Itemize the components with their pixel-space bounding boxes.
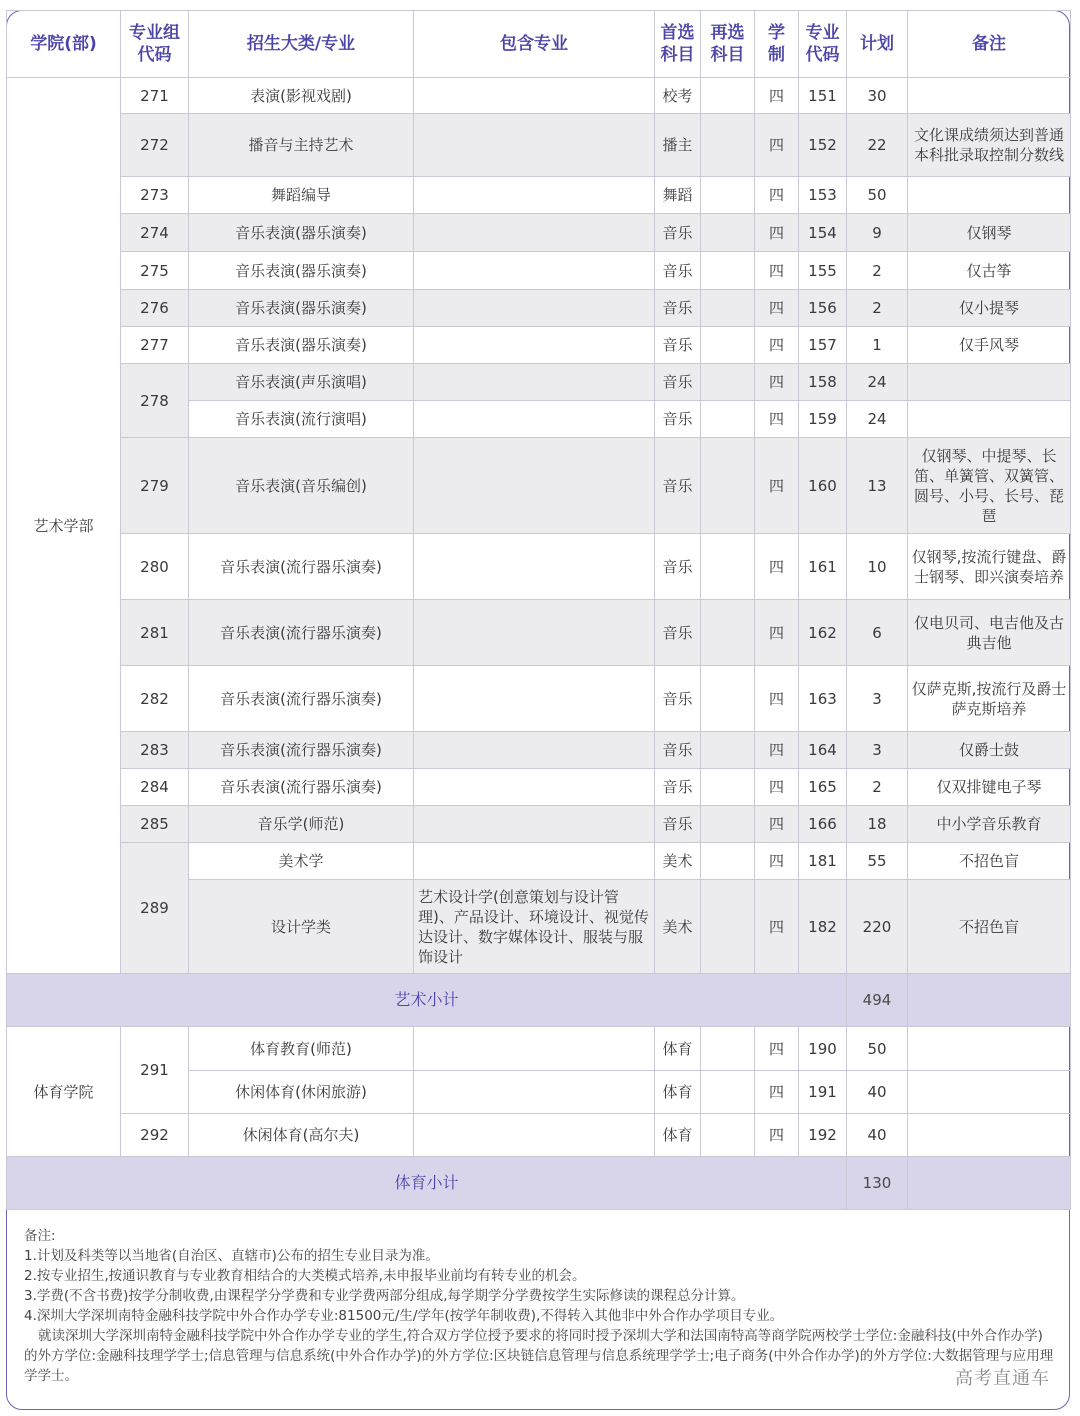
table-row	[7, 806, 1071, 843]
years: 四	[755, 214, 799, 252]
major-code: 156	[799, 290, 847, 327]
plan: 30	[847, 78, 908, 114]
first-subject: 音乐	[655, 534, 701, 600]
major-code: 151	[799, 78, 847, 114]
notes-title: 备注:	[24, 1228, 56, 1244]
remark	[908, 177, 1071, 214]
years: 四	[755, 364, 799, 401]
major-code: 166	[799, 806, 847, 843]
group-code: 281	[121, 600, 189, 666]
years: 四	[755, 177, 799, 214]
re-subject	[701, 438, 755, 534]
first-subject: 播主	[655, 114, 701, 177]
header-college: 学院(部)	[7, 11, 121, 78]
remark: 仅小提琴	[908, 290, 1071, 327]
plan: 3	[847, 666, 908, 732]
remark: 仅钢琴,按流行键盘、爵士钢琴、即兴演奏培养	[908, 534, 1071, 600]
college-cell: 体育学院	[7, 1027, 121, 1157]
plan: 10	[847, 534, 908, 600]
major-name: 播音与主持艺术	[189, 114, 414, 177]
notes-section	[24, 1226, 1054, 1386]
re-subject	[701, 843, 755, 880]
major-name: 音乐表演(器乐演奏)	[189, 252, 414, 290]
table-row	[7, 78, 1071, 114]
table-row	[7, 214, 1071, 252]
major-code: 181	[799, 843, 847, 880]
major-code: 159	[799, 401, 847, 438]
major-name: 音乐表演(流行器乐演奏)	[189, 600, 414, 666]
included-majors	[414, 1071, 655, 1114]
first-subject: 音乐	[655, 438, 701, 534]
plan: 6	[847, 600, 908, 666]
years: 四	[755, 438, 799, 534]
re-subject	[701, 177, 755, 214]
remark: 仅电贝司、电吉他及古典吉他	[908, 600, 1071, 666]
major-name: 体育教育(师范)	[189, 1027, 414, 1071]
major-code: 191	[799, 1071, 847, 1114]
re-subject	[701, 806, 755, 843]
years: 四	[755, 1071, 799, 1114]
major-name: 音乐表演(流行器乐演奏)	[189, 769, 414, 806]
major-name: 音乐表演(器乐演奏)	[189, 290, 414, 327]
re-subject	[701, 290, 755, 327]
included-majors	[414, 1114, 655, 1157]
remark	[908, 401, 1071, 438]
header-included: 包含专业	[414, 11, 655, 78]
first-subject: 音乐	[655, 401, 701, 438]
group-code: 274	[121, 214, 189, 252]
included-majors	[414, 214, 655, 252]
note-item: 2.按专业招生,按通识教育与专业教育相结合的大类模式培养,未申报毕业前均有转专业的机会。	[24, 1268, 586, 1284]
major-name: 音乐表演(器乐演奏)	[189, 327, 414, 364]
header-first-subject: 首选 科目	[655, 11, 701, 78]
sport-subtotal-row	[7, 1157, 1071, 1210]
re-subject	[701, 114, 755, 177]
major-code: 161	[799, 534, 847, 600]
included-majors: 艺术设计学(创意策划与设计管理)、产品设计、环境设计、视觉传达设计、数字媒体设计、服装与服饰设计	[414, 880, 655, 974]
major-name: 音乐学(师范)	[189, 806, 414, 843]
first-subject: 音乐	[655, 732, 701, 769]
included-majors	[414, 114, 655, 177]
table-row	[7, 438, 1071, 534]
sport-subtotal-empty	[908, 1157, 1071, 1210]
major-code: 157	[799, 327, 847, 364]
first-subject: 音乐	[655, 600, 701, 666]
years: 四	[755, 534, 799, 600]
remark: 仅钢琴、中提琴、长笛、单簧管、双簧管、圆号、小号、长号、琵琶	[908, 438, 1071, 534]
major-name: 音乐表演(声乐演唱)	[189, 364, 414, 401]
major-name: 休闲体育(高尔夫)	[189, 1114, 414, 1157]
watermark: 高考直通车	[955, 1368, 1050, 1389]
remark	[908, 364, 1071, 401]
years: 四	[755, 769, 799, 806]
note-item: 4.深圳大学深圳南特金融科技学院中外合作办学专业:81500元/生/学年(按学年制收费),不得转入其他非中外合作办学项目专业。	[24, 1308, 784, 1324]
first-subject: 音乐	[655, 364, 701, 401]
header-major-code: 专业 代码	[799, 11, 847, 78]
major-name: 表演(影视戏剧)	[189, 78, 414, 114]
remark: 不招色盲	[908, 880, 1071, 974]
re-subject	[701, 534, 755, 600]
major-code: 163	[799, 666, 847, 732]
major-code: 154	[799, 214, 847, 252]
re-subject	[701, 880, 755, 974]
sport-subtotal-label: 体育小计	[7, 1157, 847, 1210]
included-majors	[414, 401, 655, 438]
major-code: 182	[799, 880, 847, 974]
plan: 40	[847, 1071, 908, 1114]
years: 四	[755, 806, 799, 843]
major-code: 153	[799, 177, 847, 214]
group-code: 278	[121, 364, 189, 438]
first-subject: 音乐	[655, 769, 701, 806]
remark: 仅双排键电子琴	[908, 769, 1071, 806]
included-majors	[414, 177, 655, 214]
remark: 不招色盲	[908, 843, 1071, 880]
first-subject: 音乐	[655, 252, 701, 290]
group-code: 273	[121, 177, 189, 214]
major-code: 164	[799, 732, 847, 769]
first-subject: 美术	[655, 880, 701, 974]
included-majors	[414, 364, 655, 401]
years: 四	[755, 666, 799, 732]
plan: 22	[847, 114, 908, 177]
header-row	[7, 11, 1071, 78]
sport-subtotal-value: 130	[847, 1157, 908, 1210]
group-code: 276	[121, 290, 189, 327]
group-code: 284	[121, 769, 189, 806]
table-row	[7, 769, 1071, 806]
re-subject	[701, 1071, 755, 1114]
included-majors	[414, 732, 655, 769]
re-subject	[701, 1027, 755, 1071]
remark: 仅爵士鼓	[908, 732, 1071, 769]
major-name: 设计学类	[189, 880, 414, 974]
remark	[908, 1027, 1071, 1071]
plan: 24	[847, 364, 908, 401]
re-subject	[701, 600, 755, 666]
plan: 2	[847, 769, 908, 806]
plan: 18	[847, 806, 908, 843]
table-row	[7, 666, 1071, 732]
major-name: 休闲体育(休闲旅游)	[189, 1071, 414, 1114]
table-row	[7, 534, 1071, 600]
header-major: 招生大类/专业	[189, 11, 414, 78]
college-cell: 艺术学部	[7, 78, 121, 974]
plan: 40	[847, 1114, 908, 1157]
plan: 24	[847, 401, 908, 438]
note-item: 3.学费(不含书费)按学分制收费,由课程学分学费和专业学费两部分组成,每学期学分学费按学生实际修读的课程总分计算。	[24, 1288, 745, 1304]
re-subject	[701, 666, 755, 732]
plan: 13	[847, 438, 908, 534]
header-group-code: 专业组 代码	[121, 11, 189, 78]
major-code: 192	[799, 1114, 847, 1157]
included-majors	[414, 1027, 655, 1071]
table-row	[7, 177, 1071, 214]
years: 四	[755, 327, 799, 364]
first-subject: 音乐	[655, 806, 701, 843]
header-plan: 计划	[847, 11, 908, 78]
major-code: 160	[799, 438, 847, 534]
major-code: 152	[799, 114, 847, 177]
group-code: 289	[121, 843, 189, 974]
major-name: 舞蹈编导	[189, 177, 414, 214]
included-majors	[414, 666, 655, 732]
remark: 仅萨克斯,按流行及爵士萨克斯培养	[908, 666, 1071, 732]
major-code: 162	[799, 600, 847, 666]
art-subtotal-value: 494	[847, 974, 908, 1027]
table-row	[7, 600, 1071, 666]
years: 四	[755, 600, 799, 666]
first-subject: 校考	[655, 78, 701, 114]
remark	[908, 78, 1071, 114]
plan: 220	[847, 880, 908, 974]
note-paragraph: 就读深圳大学深圳南特金融科技学院中外合作办学专业的学生,符合双方学位授予要求的将同时授予深圳大学和法国南特高等商学院两校学士学位:金融科技(中外合作办学)的外方学位:金融科技理学学士;信息管理与信息系统(中外合作办学)的外方学位:区块链信息管理与信息系统理学学士;电子商务(中外合作办学)的外方学位:大数据管理与应用理学学士。	[24, 1328, 1054, 1384]
plan: 2	[847, 252, 908, 290]
included-majors	[414, 252, 655, 290]
included-majors	[414, 769, 655, 806]
years: 四	[755, 290, 799, 327]
plan: 50	[847, 177, 908, 214]
table-row	[7, 732, 1071, 769]
re-subject	[701, 327, 755, 364]
included-majors	[414, 327, 655, 364]
group-code: 271	[121, 78, 189, 114]
re-subject	[701, 252, 755, 290]
table-row	[7, 290, 1071, 327]
plan: 50	[847, 1027, 908, 1071]
major-name: 音乐表演(流行演唱)	[189, 401, 414, 438]
group-code: 279	[121, 438, 189, 534]
re-subject	[701, 1114, 755, 1157]
table-row	[7, 1114, 1071, 1157]
table-row	[7, 1027, 1071, 1071]
major-code: 158	[799, 364, 847, 401]
years: 四	[755, 78, 799, 114]
years: 四	[755, 732, 799, 769]
years: 四	[755, 1114, 799, 1157]
first-subject: 音乐	[655, 290, 701, 327]
table-row	[7, 252, 1071, 290]
group-code: 285	[121, 806, 189, 843]
major-name: 音乐表演(流行器乐演奏)	[189, 666, 414, 732]
plan: 2	[847, 290, 908, 327]
table-row	[7, 843, 1071, 880]
years: 四	[755, 1027, 799, 1071]
plan: 1	[847, 327, 908, 364]
first-subject: 音乐	[655, 666, 701, 732]
major-code: 155	[799, 252, 847, 290]
group-code: 277	[121, 327, 189, 364]
remark: 仅古筝	[908, 252, 1071, 290]
included-majors	[414, 290, 655, 327]
plan: 9	[847, 214, 908, 252]
art-subtotal-row	[7, 974, 1071, 1027]
re-subject	[701, 732, 755, 769]
first-subject: 音乐	[655, 214, 701, 252]
included-majors	[414, 600, 655, 666]
major-name: 音乐表演(流行器乐演奏)	[189, 534, 414, 600]
major-name: 音乐表演(器乐演奏)	[189, 214, 414, 252]
major-code: 190	[799, 1027, 847, 1071]
years: 四	[755, 252, 799, 290]
included-majors	[414, 843, 655, 880]
group-code: 280	[121, 534, 189, 600]
first-subject: 体育	[655, 1071, 701, 1114]
major-name: 音乐表演(流行器乐演奏)	[189, 732, 414, 769]
remark: 仅钢琴	[908, 214, 1071, 252]
table-row	[7, 114, 1071, 177]
years: 四	[755, 114, 799, 177]
enrollment-table	[6, 10, 1071, 1210]
years: 四	[755, 880, 799, 974]
years: 四	[755, 401, 799, 438]
table-row	[7, 364, 1071, 401]
art-subtotal-label: 艺术小计	[7, 974, 847, 1027]
major-name: 美术学	[189, 843, 414, 880]
re-subject	[701, 214, 755, 252]
group-code: 283	[121, 732, 189, 769]
re-subject	[701, 401, 755, 438]
re-subject	[701, 78, 755, 114]
included-majors	[414, 438, 655, 534]
first-subject: 美术	[655, 843, 701, 880]
group-code: 275	[121, 252, 189, 290]
header-re-subject: 再选 科目	[701, 11, 755, 78]
note-item: 1.计划及科类等以当地省(自治区、直辖市)公布的招生专业目录为准。	[24, 1248, 439, 1264]
included-majors	[414, 534, 655, 600]
art-subtotal-empty	[908, 974, 1071, 1027]
header-years: 学 制	[755, 11, 799, 78]
remark	[908, 1114, 1071, 1157]
years: 四	[755, 843, 799, 880]
re-subject	[701, 769, 755, 806]
table-row	[7, 327, 1071, 364]
included-majors	[414, 78, 655, 114]
remark: 中小学音乐教育	[908, 806, 1071, 843]
group-code: 282	[121, 666, 189, 732]
group-code: 291	[121, 1027, 189, 1114]
remark	[908, 1071, 1071, 1114]
remark: 仅手风琴	[908, 327, 1071, 364]
first-subject: 体育	[655, 1114, 701, 1157]
header-remark: 备注	[908, 11, 1071, 78]
re-subject	[701, 364, 755, 401]
remark: 文化课成绩须达到普通本科批录取控制分数线	[908, 114, 1071, 177]
first-subject: 音乐	[655, 327, 701, 364]
plan: 55	[847, 843, 908, 880]
group-code: 292	[121, 1114, 189, 1157]
included-majors	[414, 806, 655, 843]
major-code: 165	[799, 769, 847, 806]
first-subject: 舞蹈	[655, 177, 701, 214]
group-code: 272	[121, 114, 189, 177]
plan: 3	[847, 732, 908, 769]
first-subject: 体育	[655, 1027, 701, 1071]
major-name: 音乐表演(音乐编创)	[189, 438, 414, 534]
